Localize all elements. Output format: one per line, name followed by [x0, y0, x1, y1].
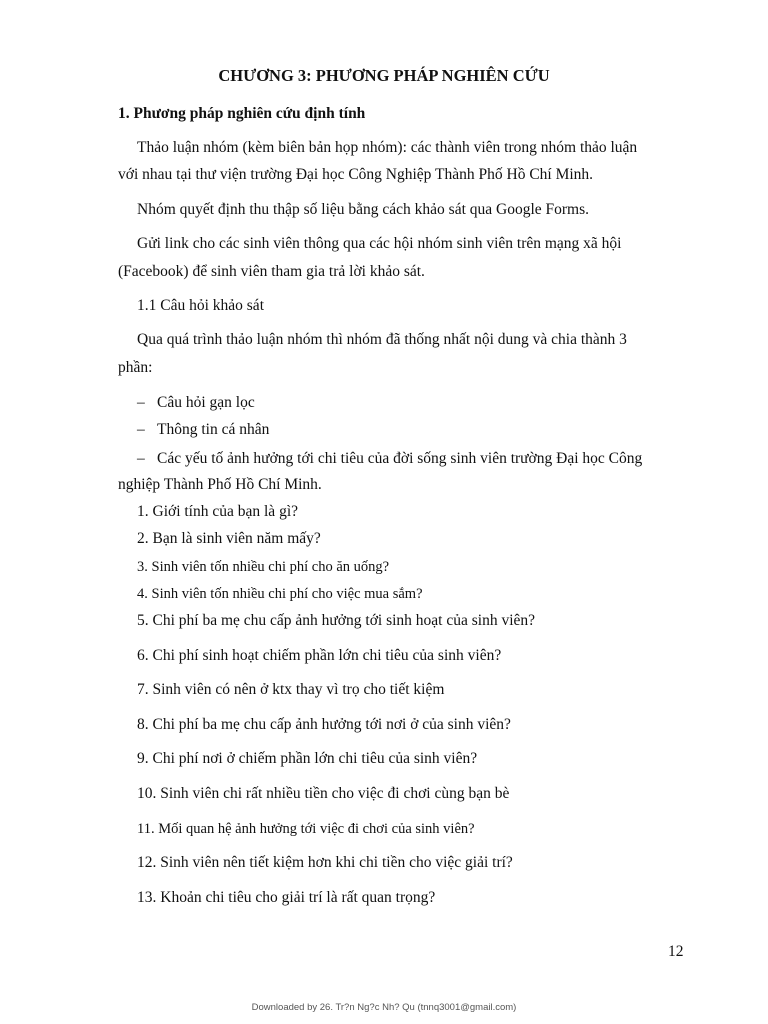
question-item: 8. Chi phí ba mẹ chu cấp ảnh hưởng tới nơi ở của sinh viên? — [137, 716, 511, 733]
question-item: 3. Sinh viên tốn nhiều chi phí cho ăn uống? — [137, 559, 390, 575]
subsection-title: 1.1 Câu hỏi khảo sát — [137, 297, 264, 314]
bullet-text: Thông tin cá nhân — [157, 421, 270, 438]
bullet-dash: – — [137, 450, 145, 467]
question-item: 11. Mối quan hệ ảnh hưởng tới việc đi chơi của sinh viên? — [137, 821, 475, 837]
question-item: 12. Sinh viên nên tiết kiệm hơn khi chi tiền cho việc giải trí? — [137, 854, 513, 871]
question-item: 10. Sinh viên chi rất nhiều tiền cho việc đi chơi cùng bạn bè — [137, 785, 510, 802]
question-item: 13. Khoản chi tiêu cho giải trí là rất quan trọng? — [137, 889, 436, 906]
download-footer: Downloaded by 26. Tr?n Ng?c Nh? Qu (tnnq3001@gmail.com) — [251, 1002, 517, 1013]
paragraph-2: Nhóm quyết định thu thập số liệu bằng cách khảo sát qua Google Forms. — [137, 201, 590, 218]
list-item — [137, 420, 269, 440]
chapter-title: CHƯƠNG 3: PHƯƠNG PHÁP NGHIÊN CỨU — [218, 66, 550, 85]
question-item: 2. Bạn là sinh viên năm mấy? — [137, 530, 321, 547]
section-heading: 1. Phương pháp nghiên cứu định tính — [118, 105, 366, 122]
bullet-text: Câu hỏi gạn lọc — [157, 394, 255, 411]
question-item: 7. Sinh viên có nên ở ktx thay vì trọ cho tiết kiệm — [137, 681, 445, 698]
bullet-text: Các yếu tố ảnh hưởng tới chi tiêu của đời sống sinh viên trường Đại học Công — [157, 450, 643, 467]
list-item — [137, 449, 642, 469]
bullet-dash: – — [137, 421, 145, 438]
paragraph-4-line-2: phần: — [118, 359, 153, 376]
paragraph-1-line-1: Thảo luận nhóm (kèm biên bản họp nhóm): các thành viên trong nhóm thảo luận — [137, 139, 638, 156]
bullet-dash: – — [137, 394, 145, 411]
paragraph-3-line-1: Gửi link cho các sinh viên thông qua các hội nhóm sinh viên trên mạng xã hội — [137, 235, 622, 252]
paragraph-1-line-2: với nhau tại thư viện trường Đại học Công Nghiệp Thành Phố Hồ Chí Minh. — [118, 166, 594, 183]
question-item: 6. Chi phí sinh hoạt chiếm phần lớn chi tiêu của sinh viên? — [137, 647, 502, 664]
question-item: 5. Chi phí ba mẹ chu cấp ảnh hưởng tới sinh hoạt của sinh viên? — [137, 612, 536, 629]
bullet-continuation: nghiệp Thành Phố Hồ Chí Minh. — [118, 476, 322, 493]
question-item: 1. Giới tính của bạn là gì? — [137, 503, 299, 520]
question-item: 9. Chi phí nơi ở chiếm phần lớn chi tiêu của sinh viên? — [137, 750, 478, 767]
list-item — [137, 393, 255, 413]
question-item: 4. Sinh viên tốn nhiều chi phí cho việc mua sắm? — [137, 586, 423, 602]
page-number: 12 — [668, 943, 684, 960]
paragraph-3-line-2: (Facebook) để sinh viên tham gia trả lời khảo sát. — [118, 263, 425, 280]
paragraph-4-line-1: Qua quá trình thảo luận nhóm thì nhóm đã thống nhất nội dung và chia thành 3 — [137, 331, 627, 348]
